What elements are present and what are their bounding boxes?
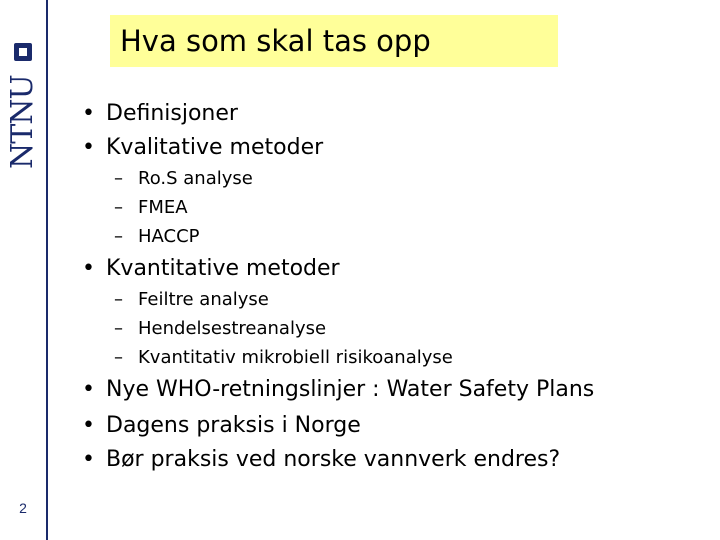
sub-item-text: HACCP	[138, 226, 200, 247]
bullet-icon: •	[82, 135, 95, 160]
bullet-icon: •	[82, 447, 95, 472]
bullet-text: Kvalitative metoder	[106, 135, 324, 160]
bullet-icon: •	[82, 101, 95, 126]
bullet-text: Definisjoner	[106, 101, 238, 126]
sub-item-text: FMEA	[138, 197, 188, 218]
dash-icon: –	[114, 226, 123, 247]
bullet-icon: •	[82, 377, 95, 402]
logo-square-icon	[14, 43, 32, 61]
bullet-text: Bør praksis ved norske vannverk endres?	[106, 447, 561, 472]
bullet-text: Nye WHO-retningslinjer : Water Safety Plans	[106, 377, 595, 402]
sub-item-text: Kvantitativ mikrobiell risikoanalyse	[138, 347, 453, 368]
ntnu-logo: NTNU	[5, 75, 40, 169]
sidebar-divider	[46, 0, 48, 540]
bullet-text: Dagens praksis i Norge	[106, 413, 361, 438]
slide-title: Hva som skal tas opp	[120, 24, 431, 58]
sidebar	[0, 0, 46, 540]
bullet-icon: •	[82, 256, 95, 281]
bullet-text: Kvantitative metoder	[106, 256, 340, 281]
dash-icon: –	[114, 197, 123, 218]
page-number: 2	[19, 500, 27, 516]
title-highlight	[110, 15, 558, 67]
sub-item-text: Feiltre analyse	[138, 289, 269, 310]
dash-icon: –	[114, 347, 123, 368]
sub-item-text: Ro.S analyse	[138, 168, 253, 189]
dash-icon: –	[114, 289, 123, 310]
bullet-icon: •	[82, 413, 95, 438]
sub-item-text: Hendelsestreanalyse	[138, 318, 327, 339]
dash-icon: –	[114, 318, 123, 339]
dash-icon: –	[114, 168, 123, 189]
